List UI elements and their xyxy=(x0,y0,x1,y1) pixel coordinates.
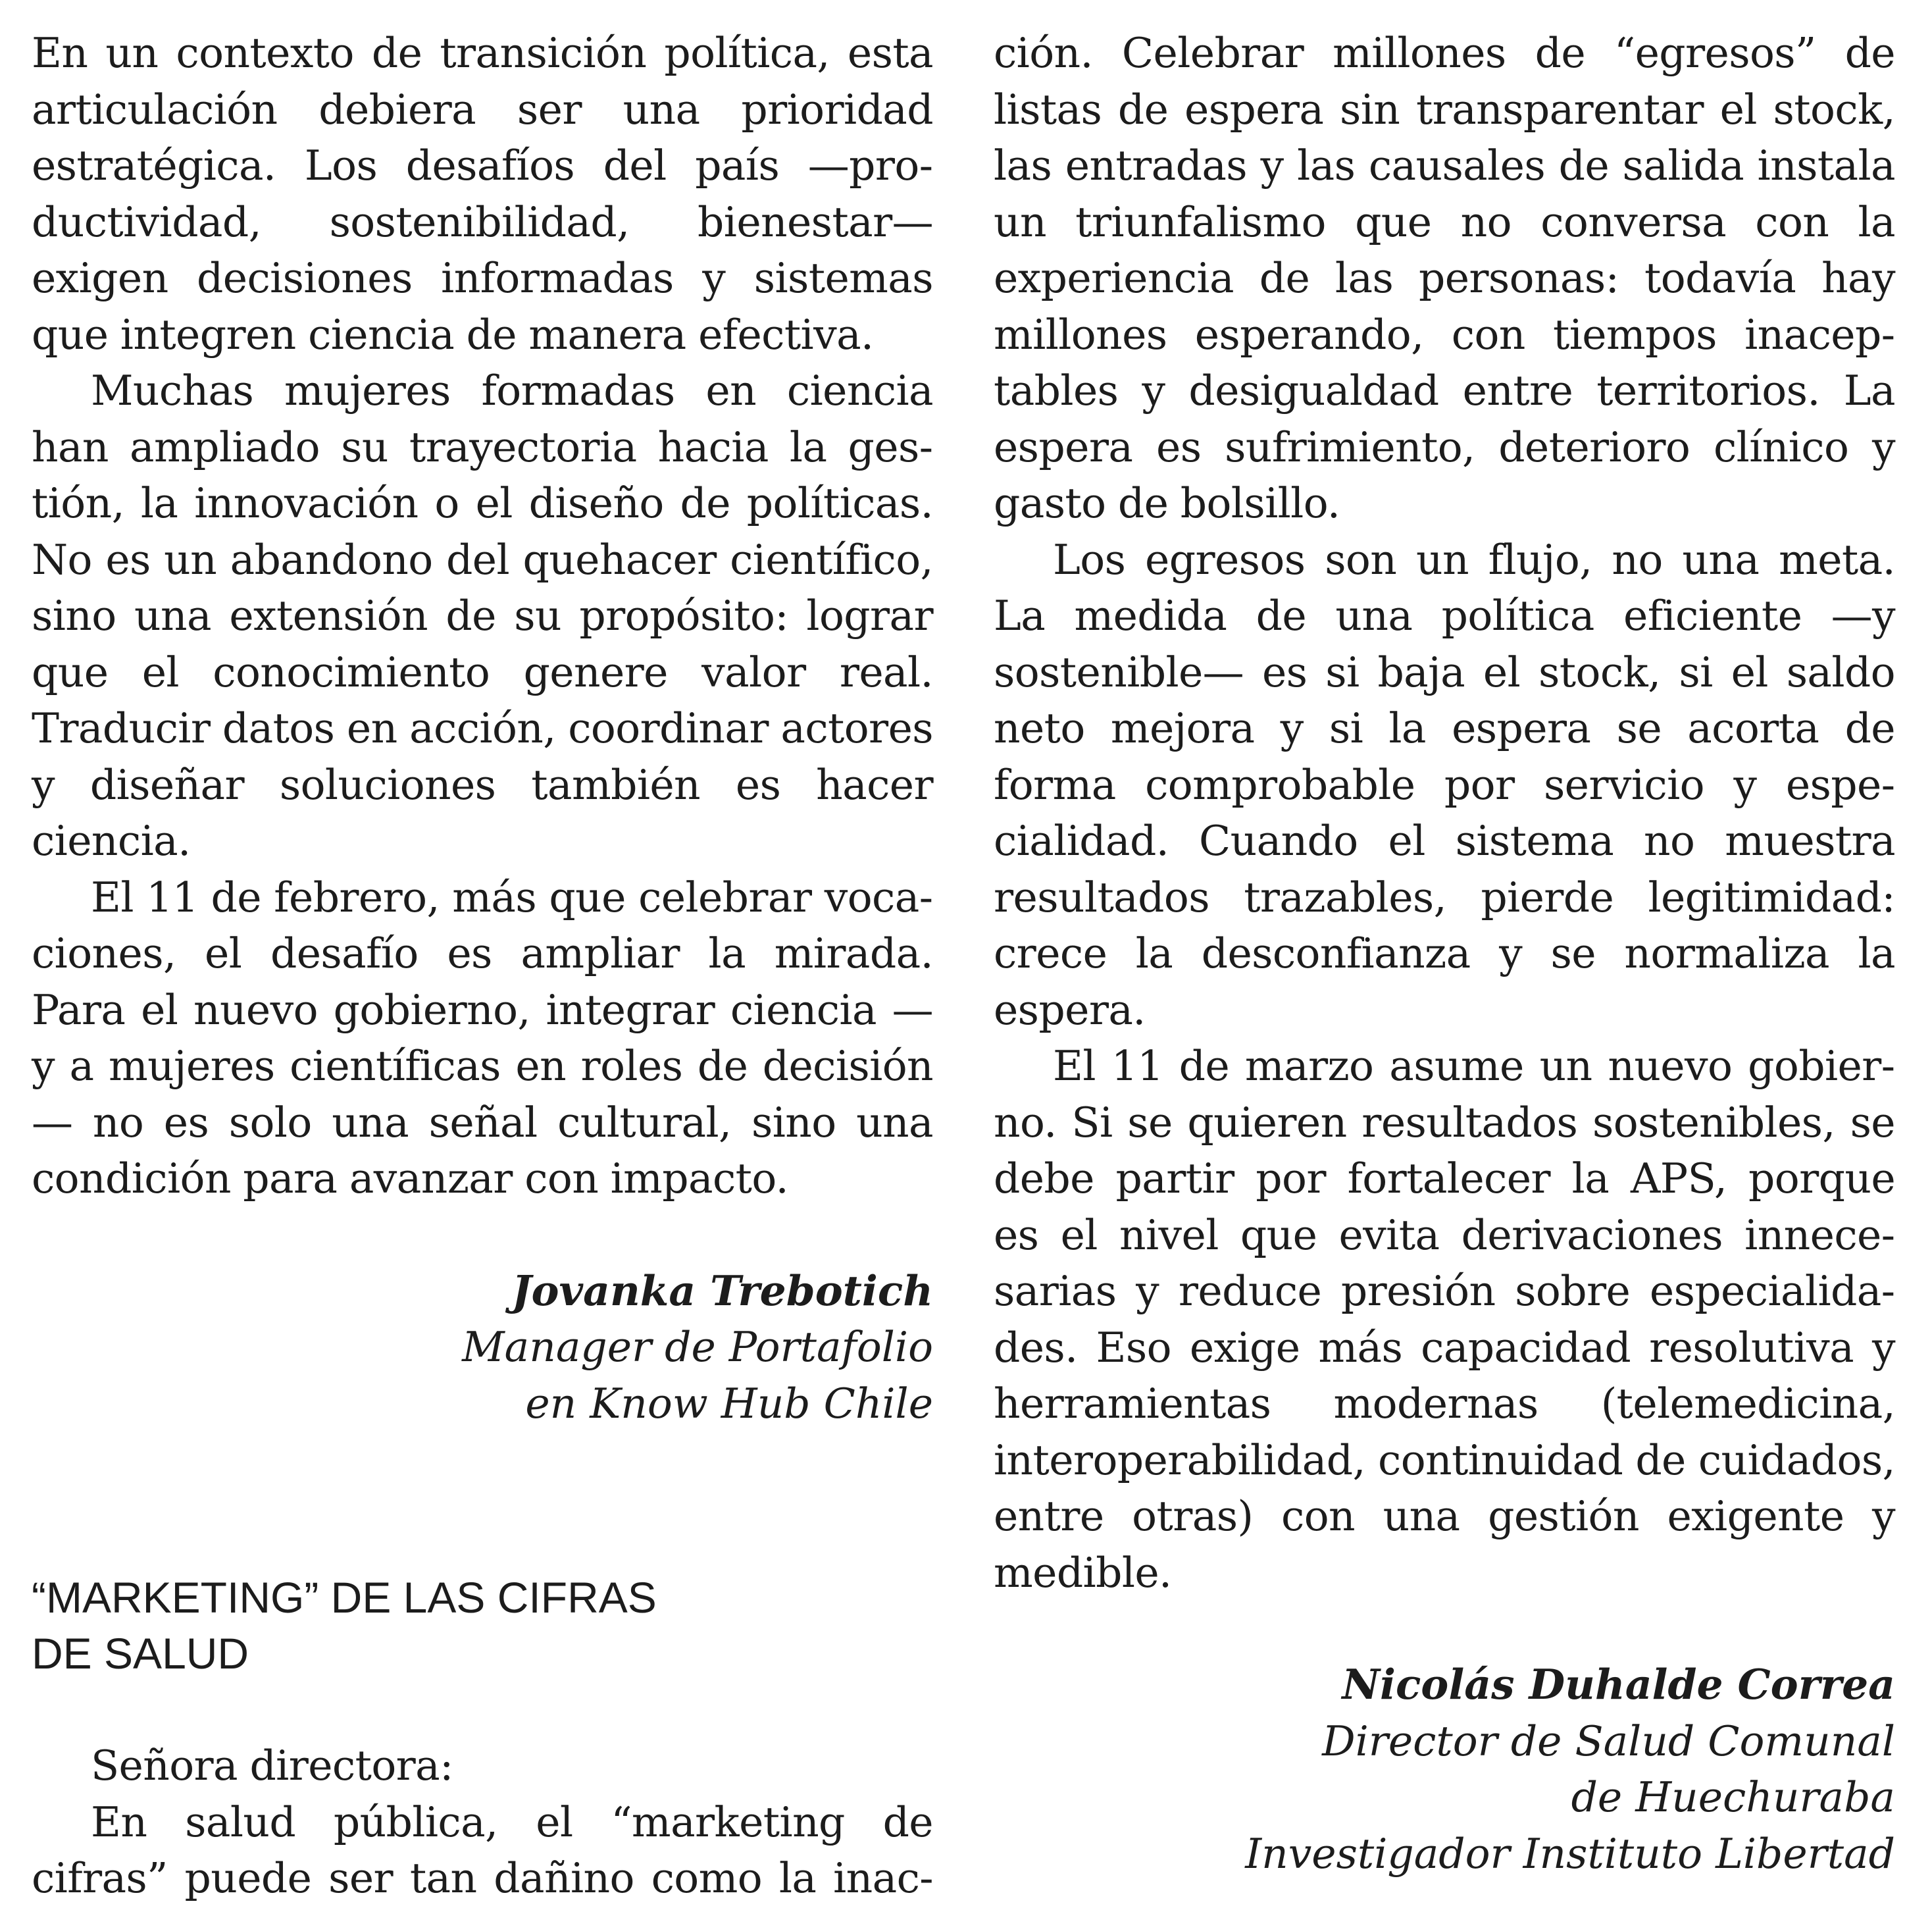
signature-name: Nicolás Duhalde Correa xyxy=(1342,1660,1895,1709)
letter-salutation: Señora directora: xyxy=(91,1742,453,1790)
signature-affiliation: Investigador Instituto Libertad xyxy=(1245,1829,1895,1878)
signature-title: Director de Salud Comunal xyxy=(1322,1717,1895,1765)
letter-paragraph: Los egresos son un flujo, no una meta. La medida de una política eficiente —y sostenible— es si baja el stock, si el saldo neto mejora y si la espera se acorta de forma comprobable por servicio y especialidad. Cuando el sistema no muestra resultados trazables, pierde legitimidad: crece la desconfianza y se normaliza la espera. xyxy=(994,535,1895,1034)
letter-paragraph: En un contexto de transición política, esta articulación debiera ser una prioridad estratégica. Los desafíos del país —productividad, sostenibilidad, bienestar— exigen decisiones informadas y sistemas que integren ciencia de manera efectiva. xyxy=(32,29,933,359)
letter-signature xyxy=(994,1657,1895,1882)
signature-title-cont: de Huechuraba xyxy=(1571,1773,1895,1821)
letter-paragraph: El 11 de febrero, más que celebrar vocaciones, el desafío es ampliar la mirada. Para el nuevo gobierno, integrar ciencia —y a mujeres científicas en roles de decisión— no es solo una señal cultural, sino una condición para avanzar con impacto. xyxy=(32,873,933,1203)
letter-paragraph: En salud pública, el “marketing de cifras” puede ser tan dañino como la inac- xyxy=(32,1798,933,1902)
signature-name: Jovanka Trebotich xyxy=(511,1266,933,1315)
left-column xyxy=(32,25,933,1907)
letter-paragraph: ción. Celebrar millones de “egresos” de listas de espera sin transparentar el stock, las entradas y las causales de salida instala un triunfalismo que no conversa con la experiencia de las personas: todavía hay millones esperando, con tiempos inaceptables y desigualdad entre territorios. La espera es sufrimiento, deterioro clínico y gasto de bolsillo. xyxy=(994,29,1895,527)
headline-line: “MARKETING” DE LAS CIFRAS xyxy=(32,1573,657,1622)
letter-paragraph: Muchas mujeres formadas en ciencia han ampliado su trayectoria hacia la gestión, la innovación o el diseño de políticas. No es un abandono del quehacer científico, sino una extensión de su propósito: lograr que el conocimiento genere valor real. Traducir datos en acción, coordinar actores y diseñar soluciones también es hacer ciencia. xyxy=(32,367,933,865)
letter-signature xyxy=(32,1263,933,1432)
letter-headline xyxy=(32,1570,933,1682)
signature-affiliation: en Know Hub Chile xyxy=(525,1379,933,1428)
signature-title: Manager de Portafolio xyxy=(462,1323,933,1371)
headline-line: DE SALUD xyxy=(32,1629,249,1678)
letter-paragraph: El 11 de marzo asume un nuevo gobierno. Si se quieren resultados sostenibles, se debe partir por fortalecer la APS, porque es el nivel que evita derivaciones innecesarias y reduce presión sobre especialidades. Eso exige más capacidad resolutiva y herramientas modernas (telemedicina, interoperabilidad, continuidad de cuidados, entre otras) con una gestión exigente y medible. xyxy=(994,1042,1895,1597)
right-column xyxy=(994,25,1895,1882)
